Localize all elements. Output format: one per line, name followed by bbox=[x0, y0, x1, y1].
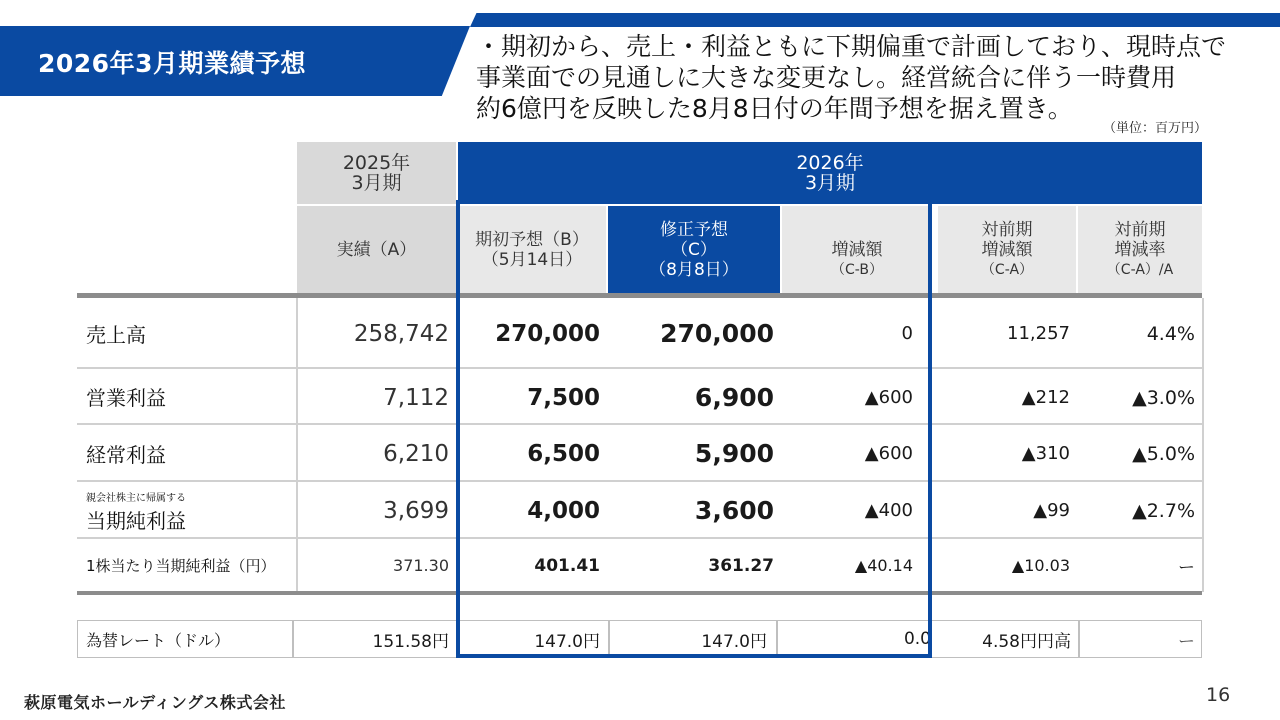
cell-sales-revised: 270,000 bbox=[660, 319, 774, 348]
cell-ni-actual: 3,699 bbox=[383, 497, 449, 524]
cell-eps-initial: 401.41 bbox=[534, 555, 600, 576]
cell-eps-change: ▲40.14 bbox=[854, 556, 913, 575]
header-accent-bar bbox=[470, 13, 1280, 27]
cell-sales-initial: 270,000 bbox=[495, 320, 600, 347]
cell-sales-actual: 258,742 bbox=[353, 320, 449, 347]
cell-sales-yoy-amount: 11,257 bbox=[1007, 323, 1070, 344]
summary-line: 事業面での見通しに大きな変更なし。経営統合に伴う一時費用 bbox=[476, 63, 1177, 92]
fx-revised: 147.0円 bbox=[701, 631, 767, 652]
header-revised-label: 修正予想 bbox=[659, 220, 728, 240]
cell-op-yoy-rate: ▲3.0% bbox=[1132, 386, 1195, 409]
cell-ni-yoy-rate: ▲2.7% bbox=[1132, 499, 1195, 522]
fx-yoy-amount: 4.58円円高 bbox=[982, 631, 1071, 652]
cell-op-change: ▲600 bbox=[864, 387, 913, 408]
cell-ord-change: ▲600 bbox=[864, 443, 913, 464]
header-yoy-amount-formula: （C-A） bbox=[980, 262, 1034, 278]
header-fy2026 bbox=[458, 142, 1202, 204]
cell-ord-yoy-amount: ▲310 bbox=[1021, 443, 1070, 464]
header-yoy-rate-formula: （C-A）/A bbox=[1106, 262, 1174, 278]
header-fy2025-period: 3月期 bbox=[351, 172, 402, 194]
fx-label: 為替レート（ドル） bbox=[86, 630, 231, 650]
cell-ni-initial: 4,000 bbox=[527, 497, 600, 524]
cell-eps-actual: 371.30 bbox=[393, 556, 449, 575]
fx-change: 0.0 bbox=[903, 629, 931, 649]
header-yoy-rate bbox=[1078, 206, 1202, 294]
row-label-sales: 売上高 bbox=[86, 323, 146, 347]
unit-note: （単位：百万円） bbox=[1103, 121, 1208, 136]
cell-ord-actual: 6,210 bbox=[383, 440, 449, 467]
fx-divider bbox=[292, 621, 294, 657]
cell-eps-yoy-amount: ▲10.03 bbox=[1011, 556, 1070, 575]
row-label-operating-profit: 営業利益 bbox=[86, 386, 166, 410]
header-yoy-amount bbox=[938, 206, 1076, 294]
cell-ord-yoy-rate: ▲5.0% bbox=[1132, 442, 1195, 465]
header-change-formula: （C-B） bbox=[831, 262, 883, 278]
header-fy2026-year: 2026年 bbox=[796, 152, 864, 174]
cell-sales-yoy-rate: 4.4% bbox=[1146, 322, 1195, 345]
fx-yoy-rate: ー bbox=[1178, 631, 1195, 652]
summary-line: 約6億円を反映した8月8日付の年間予想を据え置き。 bbox=[476, 94, 1073, 123]
row-sublabel-parent: 親会社株主に帰属する bbox=[86, 493, 186, 504]
cell-eps-yoy-rate: ー bbox=[1178, 558, 1195, 578]
cell-sales-change: 0 bbox=[901, 323, 913, 344]
cell-op-initial: 7,500 bbox=[527, 384, 600, 411]
header-initial-label: 期初予想（B） bbox=[475, 230, 589, 250]
summary-line: ・期初から、売上・利益ともに下期偏重で計画しており、現時点で bbox=[476, 32, 1227, 61]
cell-op-actual: 7,112 bbox=[383, 384, 449, 411]
row-label-net-income: 当期純利益 bbox=[86, 509, 186, 533]
cell-ni-yoy-amount: ▲99 bbox=[1033, 500, 1070, 521]
cell-op-revised: 6,900 bbox=[694, 383, 774, 412]
header-actual bbox=[297, 206, 456, 294]
forecast-highlight-frame bbox=[456, 200, 932, 658]
header-fy2025-year: 2025年 bbox=[342, 152, 411, 174]
summary-text bbox=[476, 31, 1227, 124]
fx-initial: 147.0円 bbox=[534, 631, 600, 652]
header-yoy-amount-l1: 対前期 bbox=[981, 220, 1033, 240]
cell-ni-revised: 3,600 bbox=[694, 496, 774, 525]
header-yoy-rate-l2: 増減率 bbox=[1114, 240, 1166, 260]
header-revised-code: （C） bbox=[671, 240, 717, 260]
header-revised-date: （8月8日） bbox=[649, 260, 739, 280]
header-initial-date: （5月14日） bbox=[481, 250, 583, 270]
column-divider bbox=[296, 298, 298, 592]
column-divider bbox=[1202, 298, 1204, 592]
cell-ord-initial: 6,500 bbox=[527, 440, 600, 467]
header-change-label: 増減額 bbox=[831, 240, 883, 260]
row-label-ordinary-profit: 経常利益 bbox=[86, 442, 166, 467]
company-logo-text: 萩原電気ホールディングス株式会社 bbox=[24, 693, 286, 712]
cell-ord-revised: 5,900 bbox=[694, 439, 774, 468]
row-label-eps: 1株当たり当期純利益（円） bbox=[86, 557, 276, 575]
cell-ni-change: ▲400 bbox=[864, 500, 913, 521]
page-number: 16 bbox=[1206, 684, 1231, 706]
cell-eps-revised: 361.27 bbox=[708, 555, 774, 576]
page-title: 2026年3月期業績予想 bbox=[38, 49, 306, 78]
header-fy2026-period: 3月期 bbox=[804, 172, 856, 194]
header-yoy-rate-l1: 対前期 bbox=[1114, 220, 1166, 240]
cell-op-yoy-amount: ▲212 bbox=[1021, 387, 1070, 408]
fx-actual: 151.58円 bbox=[372, 631, 449, 652]
header-yoy-amount-l2: 増減額 bbox=[981, 240, 1033, 260]
header-actual-label: 実績（A） bbox=[336, 240, 417, 260]
header-fy2025 bbox=[297, 142, 456, 204]
